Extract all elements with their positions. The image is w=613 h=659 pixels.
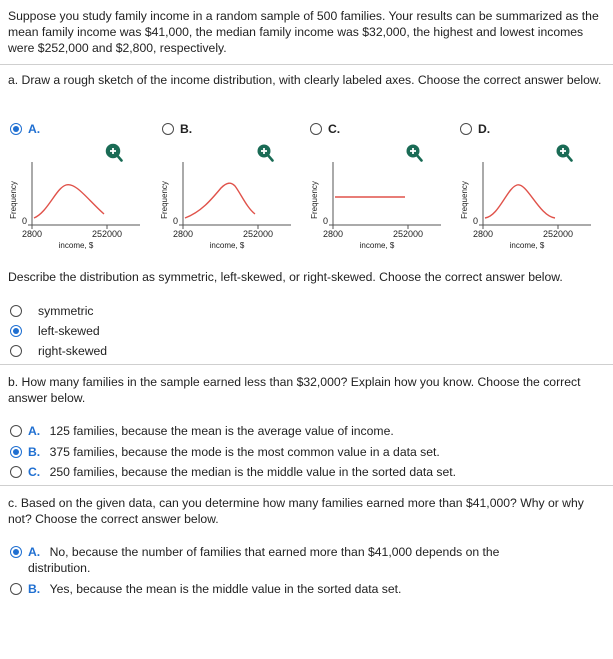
divider: [0, 485, 613, 486]
option-text: 125 families, because the mean is the average value of income.: [49, 424, 394, 438]
option-letter: C.: [28, 465, 41, 479]
option-c-label[interactable]: C.: [328, 122, 341, 136]
x-tick-label: 2800: [472, 229, 494, 239]
chart-option-c: [305, 160, 445, 270]
part-b-option-c-radio[interactable]: [10, 466, 22, 478]
distribution-sketch: [455, 160, 595, 270]
option-b-label[interactable]: B.: [180, 122, 193, 136]
option-d-radio[interactable]: [460, 123, 472, 135]
y-tick-label: 0: [472, 216, 478, 226]
chart-option-a: [4, 160, 144, 270]
option-letter: B.: [28, 582, 41, 596]
x-axis-label: income, $: [209, 241, 245, 250]
x-tick-label: 252000: [242, 229, 274, 239]
option-text: 250 families, because the median is the middle value in the sorted data set.: [49, 465, 457, 479]
x-axis-label: income, $: [58, 241, 94, 250]
chart-option-b: [155, 160, 295, 270]
symmetric-radio[interactable]: [10, 305, 22, 317]
left-skewed-label[interactable]: left-skewed: [38, 324, 100, 338]
part-a-question: a. Draw a rough sketch of the income distribution, with clearly labeled axes. Choose the correct answer below.: [8, 73, 602, 87]
x-tick-label: 2800: [322, 229, 344, 239]
distribution-curve: [34, 185, 104, 218]
part-c-option-b-radio[interactable]: [10, 583, 22, 595]
distribution-curve: [485, 185, 555, 218]
y-axis-label: Frequency: [460, 181, 469, 219]
option-letter: B.: [28, 445, 41, 459]
option-c-radio[interactable]: [310, 123, 322, 135]
distribution-sketch: [4, 160, 144, 270]
distribution-sketch: [305, 160, 445, 270]
y-tick-label: 0: [322, 216, 328, 226]
option-letter: A.: [28, 545, 41, 559]
y-axis-label: Frequency: [160, 181, 169, 219]
part-c-option-a-radio[interactable]: [10, 546, 22, 558]
part-b-option-a-radio[interactable]: [10, 425, 22, 437]
part-c-option-b[interactable]: [28, 581, 401, 597]
part-c-option-a[interactable]: [28, 544, 548, 576]
distribution-sketch: [155, 160, 295, 270]
option-letter: A.: [28, 424, 41, 438]
symmetric-label[interactable]: symmetric: [38, 304, 94, 318]
x-tick-label: 2800: [21, 229, 43, 239]
left-skewed-radio[interactable]: [10, 325, 22, 337]
part-b-option-a[interactable]: [28, 423, 394, 439]
option-b-radio[interactable]: [162, 123, 174, 135]
problem-statement: Suppose you study family income in a random sample of 500 families. Your results can be summarized as the mean family income was $41,000, the median family income was $32,000, the highest and lowest incomes were $252,000 and $2,800, respectively.: [8, 9, 599, 55]
part-b-option-b[interactable]: [28, 444, 440, 460]
x-axis-label: income, $: [359, 241, 395, 250]
x-tick-label: 252000: [91, 229, 123, 239]
x-tick-label: 2800: [172, 229, 194, 239]
y-tick-label: 0: [21, 216, 27, 226]
part-b-option-b-radio[interactable]: [10, 446, 22, 458]
y-axis-label: Frequency: [310, 181, 319, 219]
divider: [0, 64, 613, 65]
describe-question: Describe the distribution as symmetric, left-skewed, or right-skewed. Choose the correct answer below.: [8, 270, 563, 284]
x-tick-label: 252000: [392, 229, 424, 239]
option-text: 375 families, because the mode is the most common value in a data set.: [49, 445, 440, 459]
distribution-curve: [185, 183, 255, 218]
right-skewed-radio[interactable]: [10, 345, 22, 357]
divider: [0, 364, 613, 365]
part-c-question: c. Based on the given data, can you determine how many families earned more than $41,000? Why or why not? Choose the correct answer below.: [8, 496, 584, 526]
option-a-label[interactable]: A.: [28, 122, 41, 136]
x-tick-label: 252000: [542, 229, 574, 239]
option-d-label[interactable]: D.: [478, 122, 491, 136]
x-axis-label: income, $: [509, 241, 545, 250]
y-axis-label: Frequency: [9, 181, 18, 219]
option-text: No, because the number of families that earned more than $41,000 depends on the distribution.: [28, 545, 500, 575]
part-b-question: b. How many families in the sample earned less than $32,000? Explain how you know. Choose the correct answer below.: [8, 375, 581, 405]
chart-option-d: [455, 160, 595, 270]
option-text: Yes, because the mean is the middle value in the sorted data set.: [49, 582, 402, 596]
y-tick-label: 0: [172, 216, 178, 226]
right-skewed-label[interactable]: right-skewed: [38, 344, 108, 358]
part-b-option-c[interactable]: [28, 464, 456, 480]
option-a-radio[interactable]: [10, 123, 22, 135]
